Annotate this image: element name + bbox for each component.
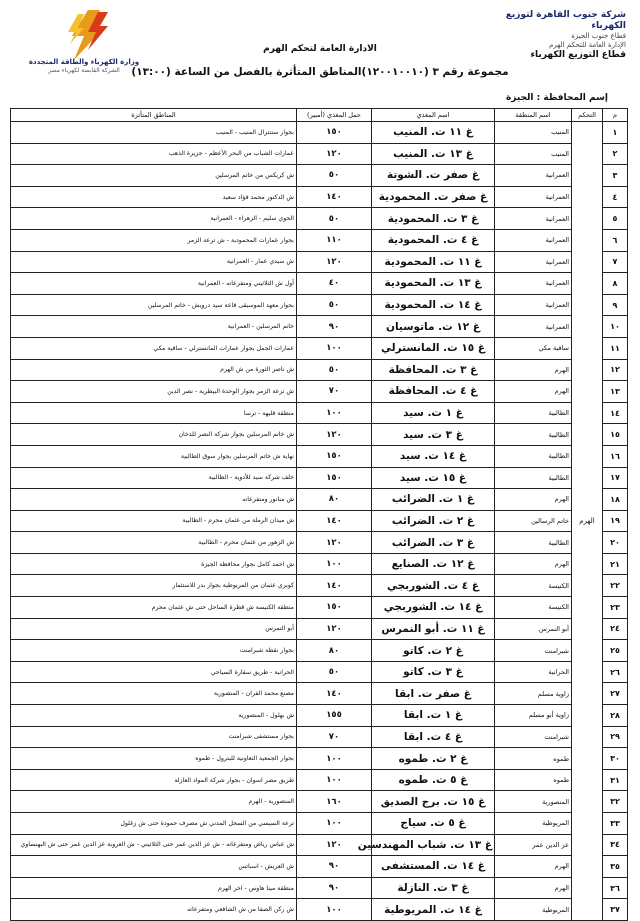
row-load: ٩٠	[297, 856, 372, 878]
row-num: ٣٠	[603, 748, 628, 770]
row-affected: ش سيدي عمار - العمرانية	[11, 251, 297, 273]
row-load: ١٢٠	[297, 834, 372, 856]
row-load: ١٢٠	[297, 618, 372, 640]
table-row	[11, 856, 628, 878]
row-feeder: غ صفر ت. الشوتة	[372, 165, 495, 187]
row-area: شبرامنت	[495, 726, 572, 748]
row-affected: منطقة الكنيسة ش قطرة الساحل حتى ش عثمان محرم	[11, 597, 297, 619]
table-row	[11, 899, 628, 921]
row-feeder: غ ٣ ت. سيد	[372, 424, 495, 446]
row-feeder: غ صفر ت. ابقا	[372, 683, 495, 705]
row-area: العمرانية	[495, 316, 572, 338]
row-affected: ش بهلول - المنصورية	[11, 705, 297, 727]
table-row	[11, 640, 628, 662]
row-area: المنيب	[495, 122, 572, 144]
row-affected: المنصورية - الهرم	[11, 791, 297, 813]
row-feeder: غ ١١ ت. المنيب	[372, 122, 495, 144]
row-num: ٢٩	[603, 726, 628, 748]
row-feeder: غ ١ ت. ابقا	[372, 705, 495, 727]
row-area: العمرانية	[495, 208, 572, 230]
lightning-bolt-icon	[58, 10, 118, 62]
table-row	[11, 402, 628, 424]
row-affected: الحرانية - طريق سقارة السياحي	[11, 661, 297, 683]
row-area: الهرم	[495, 856, 572, 878]
table-row	[11, 294, 628, 316]
row-area: المنيب	[495, 143, 572, 165]
row-affected: ش منانور ومتفرعاته	[11, 489, 297, 511]
row-area: العمرانية	[495, 165, 572, 187]
table-row	[11, 769, 628, 791]
row-load: ١٢٠	[297, 251, 372, 273]
row-load: ١٠٠	[297, 748, 372, 770]
row-affected: ش كريكس من خاتم المرسلين	[11, 165, 297, 187]
row-load: ١٠٠	[297, 337, 372, 359]
company-name: شركة جنوب القاهرة لتوزيع الكهرباء	[505, 10, 626, 31]
row-feeder: غ ١١ ت. المحمودية	[372, 251, 495, 273]
table-row	[11, 748, 628, 770]
row-affected: بجوار معهد الموسيقى قاعة سيد درويش - خاتم المرسلين	[11, 294, 297, 316]
row-area: الكنيسة	[495, 575, 572, 597]
row-load: ١٦٠	[297, 791, 372, 813]
row-num: ٢٧	[603, 683, 628, 705]
row-area: العمرانية	[495, 294, 572, 316]
row-load: ١٤٠	[297, 575, 372, 597]
row-load: ٥٠	[297, 294, 372, 316]
row-feeder: غ ٣ ت. المحافظة	[372, 359, 495, 381]
row-load: ٧٠	[297, 726, 372, 748]
row-area: أبو النمرس	[495, 618, 572, 640]
row-num: ٢٨	[603, 705, 628, 727]
row-num: ٣٣	[603, 813, 628, 835]
row-affected: ش خاتم المرسلين بجوار شركة النصر للدخان	[11, 424, 297, 446]
row-load: ١٥٠	[297, 467, 372, 489]
row-load: ١٥٥	[297, 705, 372, 727]
row-load: ٧٠	[297, 381, 372, 403]
table-row	[11, 229, 628, 251]
row-load: ٨٠	[297, 640, 372, 662]
col-header-control: التحكم	[572, 109, 603, 122]
row-num: ١٧	[603, 467, 628, 489]
row-load: ١٢٠	[297, 143, 372, 165]
row-load: ١٤٠	[297, 186, 372, 208]
row-affected: ش الزهور من عثمان محرم - الطالبية	[11, 532, 297, 554]
table-row	[11, 683, 628, 705]
table-row	[11, 316, 628, 338]
row-affected: منطقة قليهة - ترسا	[11, 402, 297, 424]
row-num: ١٣	[603, 381, 628, 403]
row-area: الطالبية	[495, 424, 572, 446]
row-num: ٢٤	[603, 618, 628, 640]
row-area: المريوطية	[495, 899, 572, 921]
col-header-load: حمل المغذي (أمبير)	[297, 109, 372, 122]
table-row	[11, 445, 628, 467]
row-affected: عمارات الجمل بجوار عمارات المانسترلي - ساقية مكي	[11, 337, 297, 359]
row-area: الحرانية	[495, 661, 572, 683]
row-feeder: غ ٤ ت. المحمودية	[372, 229, 495, 251]
row-load: ٩٠	[297, 877, 372, 899]
row-feeder: غ ٣ ت. كاتو	[372, 661, 495, 683]
company-dept: الإدارة العامة للتحكم الهرم	[549, 41, 626, 49]
row-area: الهرم	[495, 877, 572, 899]
row-area: العمرانية	[495, 229, 572, 251]
row-load: ١٥٠	[297, 445, 372, 467]
table-row	[11, 791, 628, 813]
row-affected: بجوار الجمعية التعاونية للبترول - طموه	[11, 748, 297, 770]
row-num: ٥	[603, 208, 628, 230]
row-affected: نهاية ش خاتم المرسلين بجوار سوق الطالبية	[11, 445, 297, 467]
row-affected: ش ترعة الزمر بجوار الوحدة البيطرية - نصر الدين	[11, 381, 297, 403]
control-group-cell: الهرم	[572, 122, 603, 921]
table-row	[11, 186, 628, 208]
row-feeder: غ ٢ ت. الضرائب	[372, 510, 495, 532]
row-num: ١٤	[603, 402, 628, 424]
table-row	[11, 424, 628, 446]
row-feeder: غ ١٣ ت. المنيب	[372, 143, 495, 165]
row-area: طموه	[495, 748, 572, 770]
company-sub: قطاع جنوب الجيزة	[571, 32, 626, 40]
row-affected: ترعة السيسي من السجل المدني ش مصرف حمودة حتى ش زغلول	[11, 813, 297, 835]
row-num: ٧	[603, 251, 628, 273]
table-row	[11, 273, 628, 295]
department-title: الادارة العامة لتحكم الهرم	[263, 44, 377, 54]
row-affected: بجوار ستنترال المنيب - المنيب	[11, 122, 297, 144]
row-num: ٩	[603, 294, 628, 316]
row-load: ١٠٠	[297, 813, 372, 835]
row-num: ٣٧	[603, 899, 628, 921]
row-feeder: غ ١٢ ت. ماتوسيان	[372, 316, 495, 338]
row-load: ٤٠	[297, 273, 372, 295]
row-feeder: غ ١٢ ت. الصنايع	[372, 553, 495, 575]
row-num: ١٨	[603, 489, 628, 511]
row-affected: خاتم المرسلين - العمرانية	[11, 316, 297, 338]
row-area: زاوية أبو مسلم	[495, 705, 572, 727]
row-area: زاوية مسلم	[495, 683, 572, 705]
row-num: ٢٠	[603, 532, 628, 554]
table-row	[11, 575, 628, 597]
table-row	[11, 618, 628, 640]
table-row	[11, 359, 628, 381]
logo-ministry-name: وزارة الكهرباء والطاقة المتجددة	[28, 58, 140, 66]
row-area: الكنيسة	[495, 597, 572, 619]
row-feeder: غ ١ ت. سيد	[372, 402, 495, 424]
row-feeder: غ ٥ ت. طموه	[372, 769, 495, 791]
row-num: ٢٣	[603, 597, 628, 619]
row-area: الهرم	[495, 489, 572, 511]
table-row	[11, 510, 628, 532]
row-affected: الحوي سليم - الزهراء - العمرانية	[11, 208, 297, 230]
row-load: ١٠٠	[297, 553, 372, 575]
row-num: ٢١	[603, 553, 628, 575]
table-row	[11, 597, 628, 619]
table-row	[11, 143, 628, 165]
table-row	[11, 532, 628, 554]
table-row	[11, 381, 628, 403]
row-area: المريوطية	[495, 813, 572, 835]
table-row	[11, 877, 628, 899]
row-num: ١٩	[603, 510, 628, 532]
row-affected: خلف شركة سيد للأدوية - الطالبية	[11, 467, 297, 489]
row-feeder: غ ١٥ ت. برج الصديق	[372, 791, 495, 813]
row-area: خاتم الرسالين	[495, 510, 572, 532]
row-affected: عمارات الشباب من البحر الأعظم - جزيرة الذهب	[11, 143, 297, 165]
row-affected: طريق مصر اسوان - بجوار شركة المواد العازلة	[11, 769, 297, 791]
row-load: ١٠٠	[297, 402, 372, 424]
col-header-affected: المناطق المتأثرة	[11, 109, 297, 122]
row-num: ٢٦	[603, 661, 628, 683]
row-area: الهرم	[495, 359, 572, 381]
row-num: ٦	[603, 229, 628, 251]
row-feeder: غ ١ ت. الضرائب	[372, 489, 495, 511]
row-num: ٣٦	[603, 877, 628, 899]
row-num: ١	[603, 122, 628, 144]
row-feeder: غ ١٤ ت. المستشفى	[372, 856, 495, 878]
table-row	[11, 251, 628, 273]
row-affected: ش عباس رياض ومتفرعاته - ش عز الدين عمر حتى الثلاثيني - ش العروبة عز الدين عمر حتى ش البهنساوي	[11, 834, 297, 856]
row-feeder: غ ١٤ ت. المحمودية	[372, 294, 495, 316]
row-load: ١٤٠	[297, 510, 372, 532]
row-feeder: غ ١٤ ت. المريوطية	[372, 899, 495, 921]
row-affected: بجوار عمارات المحمودية - ش ترعة الزمر	[11, 229, 297, 251]
row-feeder: غ ١٤ ت. سيد	[372, 445, 495, 467]
table-row	[11, 834, 628, 856]
row-area: شبرامنت	[495, 640, 572, 662]
table-row	[11, 726, 628, 748]
row-num: ١٠	[603, 316, 628, 338]
row-load: ١٠٠	[297, 769, 372, 791]
row-num: ١٢	[603, 359, 628, 381]
row-load: ١٢٠	[297, 424, 372, 446]
row-feeder: غ ٣ ت. المحمودية	[372, 208, 495, 230]
table-row	[11, 208, 628, 230]
row-affected: بجوار مستشفى شبرامنت	[11, 726, 297, 748]
row-feeder: غ ١١ ت. أبو النمرس	[372, 618, 495, 640]
row-area: الهرم	[495, 553, 572, 575]
row-affected: ش ميدان الرملة من عثمان محرم - الطالبية	[11, 510, 297, 532]
row-num: ٣١	[603, 769, 628, 791]
row-load: ٥٠	[297, 359, 372, 381]
table-header-row	[11, 109, 628, 122]
col-header-num: م	[603, 109, 628, 122]
row-feeder: غ ٤ ت. الشوربجي	[372, 575, 495, 597]
row-num: ١٥	[603, 424, 628, 446]
row-area: العمرانية	[495, 186, 572, 208]
row-affected: ش ناصر الثورة من ش الهرم	[11, 359, 297, 381]
row-affected: منطقة مينا هاوس - اخر الهرم	[11, 877, 297, 899]
logo-company-name: الشركة القابضة لكهرباء مصر	[48, 67, 120, 74]
row-feeder: غ ٣ ت. النازلة	[372, 877, 495, 899]
row-affected: ش ركن الصفا من ش الشافعي ومتفرعاته	[11, 899, 297, 921]
affected-areas-table	[10, 108, 628, 921]
row-area: الطالبية	[495, 467, 572, 489]
row-area: الطالبية	[495, 402, 572, 424]
row-area: الهرم	[495, 381, 572, 403]
row-load: ٥٠	[297, 208, 372, 230]
row-feeder: غ ٤ ت. المحافظة	[372, 381, 495, 403]
table-row	[11, 705, 628, 727]
row-feeder: غ ١٤ ت. الشوربجي	[372, 597, 495, 619]
row-load: ٥٠	[297, 661, 372, 683]
row-affected: بجوار نقطة شبرامنت	[11, 640, 297, 662]
table-row	[11, 337, 628, 359]
page-title: مجموعة رقم ٣ (١٢٠٠١٠٠١٠)المناطق المتأثرة بالفصل من الساعة (١٣:٠٠)	[131, 66, 509, 78]
row-affected: ش احمد كامل بجوار محافظة الجيزة	[11, 553, 297, 575]
row-load: ١١٠	[297, 229, 372, 251]
row-affected: ش الدكتور محمد فؤاد سعيد	[11, 186, 297, 208]
row-num: ١٦	[603, 445, 628, 467]
row-num: ٨	[603, 273, 628, 295]
table-row	[11, 122, 628, 144]
row-feeder: غ ٢ ت. طموه	[372, 748, 495, 770]
row-load: ١٤٠	[297, 683, 372, 705]
row-affected: أول ش الثلاثيني ومتفرعاته - العمرانية	[11, 273, 297, 295]
row-feeder: غ ١٥ ت. المانسترلي	[372, 337, 495, 359]
row-area: العمرانية	[495, 251, 572, 273]
row-affected: كوبري عثمان من المريوطية بجوار بدر للاستثمار	[11, 575, 297, 597]
row-area: العمرانية	[495, 273, 572, 295]
col-header-area: اسم المنطقة	[495, 109, 572, 122]
row-load: ١٥٠	[297, 122, 372, 144]
row-affected: ش العريش - اسباتس	[11, 856, 297, 878]
row-area: الطالبية	[495, 445, 572, 467]
table-row	[11, 165, 628, 187]
row-feeder: غ ١٥ ت. سيد	[372, 467, 495, 489]
row-load: ٩٠	[297, 316, 372, 338]
row-num: ٢٢	[603, 575, 628, 597]
row-feeder: غ ٣ ت. الضرائب	[372, 532, 495, 554]
table-row	[11, 813, 628, 835]
row-num: ٣	[603, 165, 628, 187]
row-num: ٢٥	[603, 640, 628, 662]
sector-name: قطاع التوزيع الكهرباء	[530, 50, 626, 60]
row-num: ٢	[603, 143, 628, 165]
row-num: ٣٢	[603, 791, 628, 813]
row-load: ١٢٠	[297, 532, 372, 554]
row-num: ٤	[603, 186, 628, 208]
row-load: ٥٠	[297, 165, 372, 187]
table-body	[11, 122, 628, 921]
table-row	[11, 467, 628, 489]
row-feeder: غ ١٣ ت. المحمودية	[372, 273, 495, 295]
row-load: ٨٠	[297, 489, 372, 511]
governorate-label: إسم المحافظة : الجيزة	[505, 93, 608, 103]
row-load: ١٥٠	[297, 597, 372, 619]
row-load: ١٠٠	[297, 899, 372, 921]
row-feeder: غ ٢ ت. كاتو	[372, 640, 495, 662]
row-num: ٣٥	[603, 856, 628, 878]
row-feeder: غ ٤ ت. ابقا	[372, 726, 495, 748]
row-area: الطالبية	[495, 532, 572, 554]
row-area: ساقية مكي	[495, 337, 572, 359]
row-feeder: غ ٥ ت. سياج	[372, 813, 495, 835]
table-row	[11, 661, 628, 683]
row-affected: مصنع محمد الفران - المنصورية	[11, 683, 297, 705]
table-row	[11, 553, 628, 575]
row-feeder: غ ١٣ ت. شباب المهندسين	[372, 834, 495, 856]
row-area: طموه	[495, 769, 572, 791]
row-affected: أبو النمرس	[11, 618, 297, 640]
col-header-feeder: اسم المغذي	[372, 109, 495, 122]
row-area: عز الدين عمر	[495, 834, 572, 856]
row-feeder: غ صفر ت. المحمودية	[372, 186, 495, 208]
row-num: ١١	[603, 337, 628, 359]
row-area: المنصورية	[495, 791, 572, 813]
row-num: ٣٤	[603, 834, 628, 856]
table-row	[11, 489, 628, 511]
